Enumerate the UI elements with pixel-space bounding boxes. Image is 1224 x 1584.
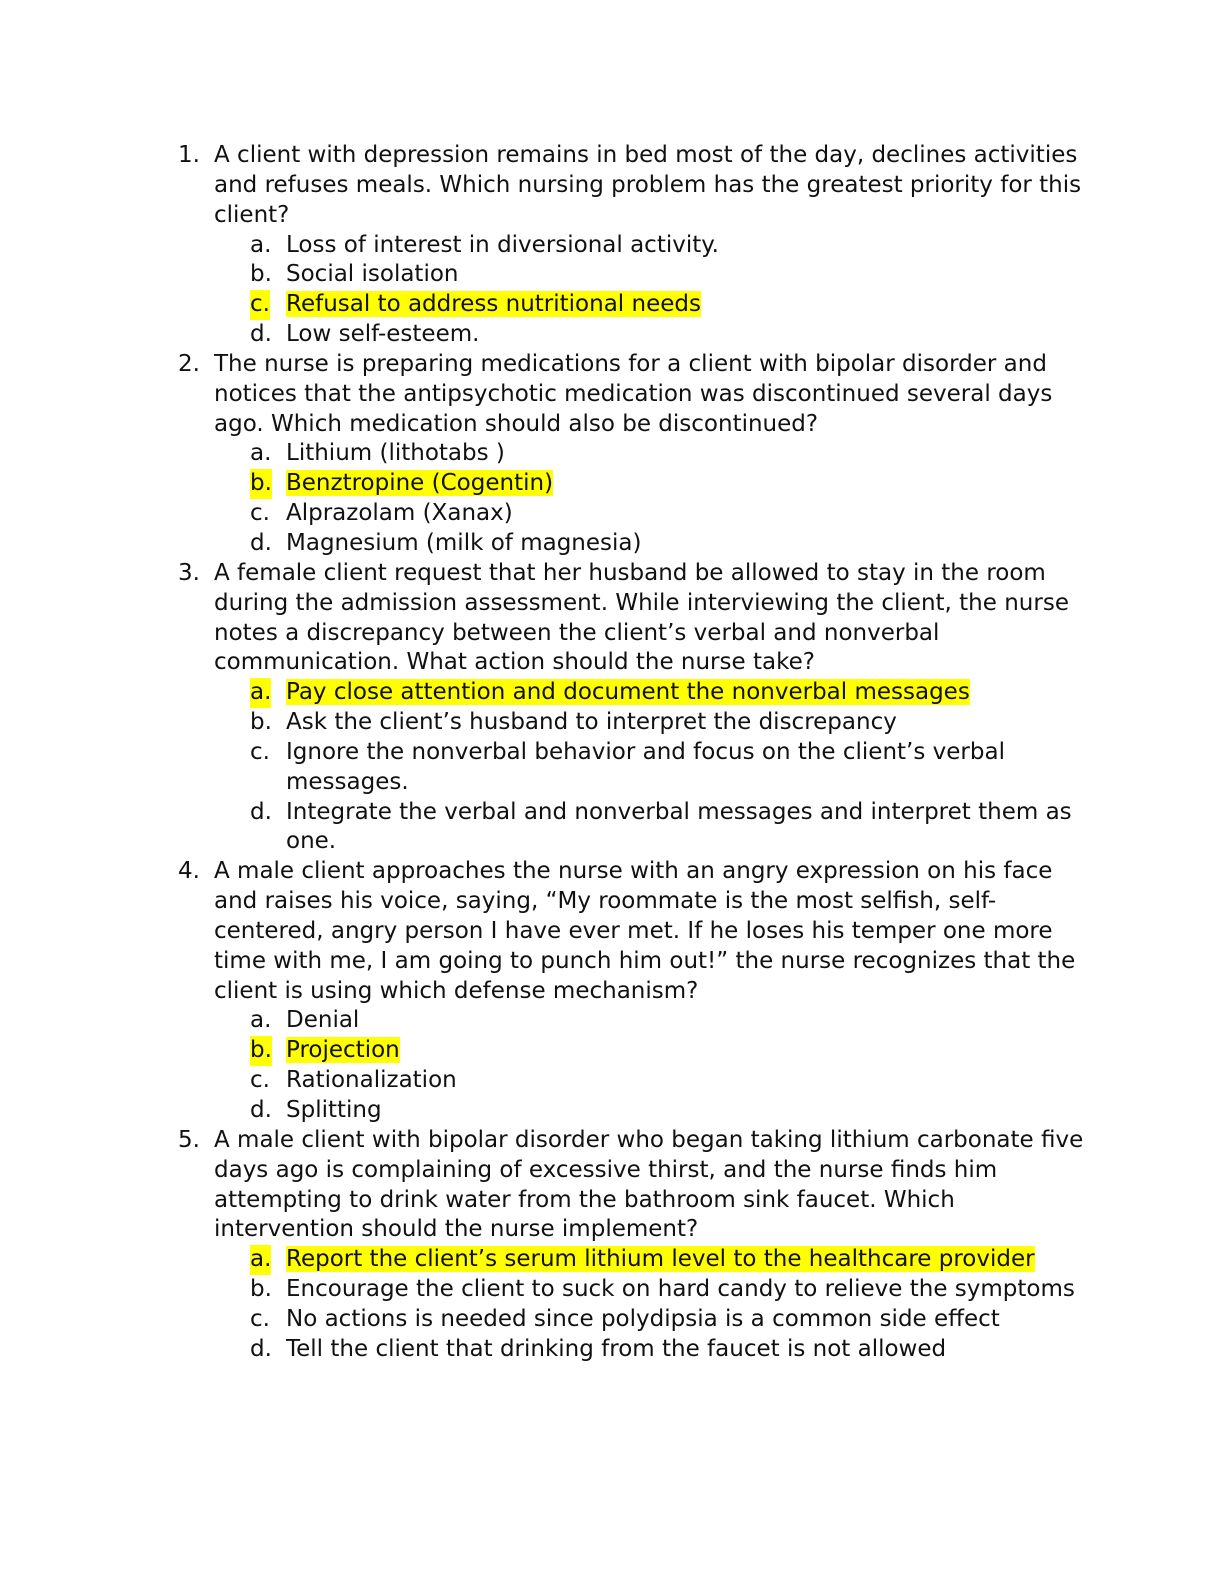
option-letter: b. — [250, 709, 272, 736]
option-letter: c. — [250, 1067, 270, 1094]
answer-option — [214, 1335, 1084, 1365]
option-letter: a. — [250, 1245, 271, 1275]
question-number: 5. — [178, 1126, 200, 1153]
option-text: Report the client’s serum lithium level to the healthcare provider — [286, 1246, 1035, 1273]
answer-option-highlighted — [214, 469, 1084, 499]
option-text: Rationalization — [286, 1067, 457, 1094]
answer-option-highlighted — [214, 678, 1084, 708]
question-1 — [0, 141, 1224, 350]
option-letter: c. — [250, 290, 270, 320]
answer-option — [214, 231, 1084, 261]
option-text: Projection — [286, 1037, 400, 1064]
answer-option — [214, 1096, 1084, 1126]
answer-option — [214, 738, 1084, 798]
option-letter: b. — [250, 261, 272, 288]
option-letter: c. — [250, 738, 270, 765]
option-text: Social isolation — [286, 261, 459, 288]
option-letter: d. — [250, 1097, 272, 1123]
answer-option — [214, 320, 1084, 350]
question-text: The nurse is preparing medications for a client with bipolar disorder and notices that the antipsychotic medication was discontinued several days ago. Which medication should also be discontinued? — [214, 350, 1053, 437]
answer-option — [214, 499, 1084, 529]
option-text: Pay close attention and document the nonverbal messages — [286, 679, 970, 706]
question-number: 2. — [178, 350, 200, 377]
option-letter: d. — [250, 1335, 272, 1362]
option-text: Ask the client’s husband to interpret the discrepancy — [286, 709, 897, 736]
answer-option — [214, 1006, 1084, 1036]
option-letter: c. — [250, 1305, 270, 1332]
option-text: Integrate the verbal and nonverbal messages and interpret them as one. — [286, 798, 1072, 855]
option-text: Low self-esteem. — [286, 321, 480, 348]
option-letter: a. — [250, 440, 272, 467]
answer-options — [214, 1245, 1084, 1364]
option-text: Splitting — [286, 1097, 382, 1123]
question-number: 4. — [178, 858, 200, 885]
question-number: 3. — [178, 559, 200, 586]
option-letter: b. — [250, 1276, 272, 1303]
question-4 — [0, 857, 1224, 1126]
answer-option — [214, 1305, 1084, 1335]
option-text: Denial — [286, 1007, 360, 1034]
option-letter: a. — [250, 1007, 272, 1034]
answer-option — [214, 439, 1084, 469]
answer-options — [214, 1006, 1084, 1125]
question-text: A female client request that her husband be allowed to stay in the room during the admission assessment. While interviewing the client, the nurse notes a discrepancy between the client’s verbal and nonverbal communication. What action should the nurse take? — [214, 559, 1069, 676]
option-text: Magnesium (milk of magnesia) — [286, 529, 642, 556]
answer-options — [214, 439, 1084, 558]
question-text: A male client with bipolar disorder who began taking lithium carbonate five days ago is complaining of excessive thirst, and the nurse finds him attempting to drink water from the bathroom sink faucet. Which intervention should the nurse implement? — [214, 1126, 1084, 1243]
document-page — [0, 141, 1224, 1365]
answer-option-highlighted — [214, 1245, 1084, 1275]
option-text: Encourage the client to suck on hard candy to relieve the symptoms — [286, 1276, 1075, 1303]
question-text: A male client approaches the nurse with an angry expression on his face and raises his voice, saying, “My roommate is the most selfish, self-centered, angry person I have ever met. If he loses his temper one more time with me, I am going to punch him out!” the nurse recognizes that the client is using which defense mechanism? — [214, 858, 1076, 1004]
answer-options — [214, 678, 1084, 857]
answer-option — [214, 1066, 1084, 1096]
option-text: Ignore the nonverbal behavior and focus on the client’s verbal messages. — [286, 738, 1005, 795]
answer-option — [214, 529, 1084, 559]
option-letter: b. — [250, 469, 272, 499]
option-text: No actions is needed since polydipsia is a common side effect — [286, 1305, 1000, 1332]
answer-option-highlighted — [214, 290, 1084, 320]
option-text: Refusal to address nutritional needs — [286, 291, 701, 318]
answer-option — [214, 260, 1084, 290]
answer-options — [214, 231, 1084, 350]
option-letter: c. — [250, 500, 270, 527]
answer-option — [214, 1275, 1084, 1305]
option-text: Lithium (lithotabs ) — [286, 440, 505, 467]
option-letter: d. — [250, 798, 272, 825]
option-text: Benztropine (Cogentin) — [286, 470, 554, 497]
question-2 — [0, 350, 1224, 559]
question-number: 1. — [178, 142, 200, 168]
answer-option — [214, 798, 1084, 858]
question-text: A client with depression remains in bed most of the day, declines activities and refuses meals. Which nursing problem has the greatest priority for this client? — [214, 142, 1082, 228]
answer-option-highlighted — [214, 1036, 1084, 1066]
option-text: Loss of interest in diversional activity. — [286, 231, 719, 258]
option-letter: d. — [250, 321, 272, 348]
option-letter: d. — [250, 529, 272, 556]
question-5 — [0, 1126, 1224, 1365]
option-letter: b. — [250, 1036, 272, 1066]
option-letter: a. — [250, 231, 272, 258]
question-3 — [0, 559, 1224, 857]
option-text: Tell the client that drinking from the faucet is not allowed — [286, 1335, 947, 1362]
answer-option — [214, 708, 1084, 738]
option-text: Alprazolam (Xanax) — [286, 500, 513, 527]
option-letter: a. — [250, 678, 271, 708]
